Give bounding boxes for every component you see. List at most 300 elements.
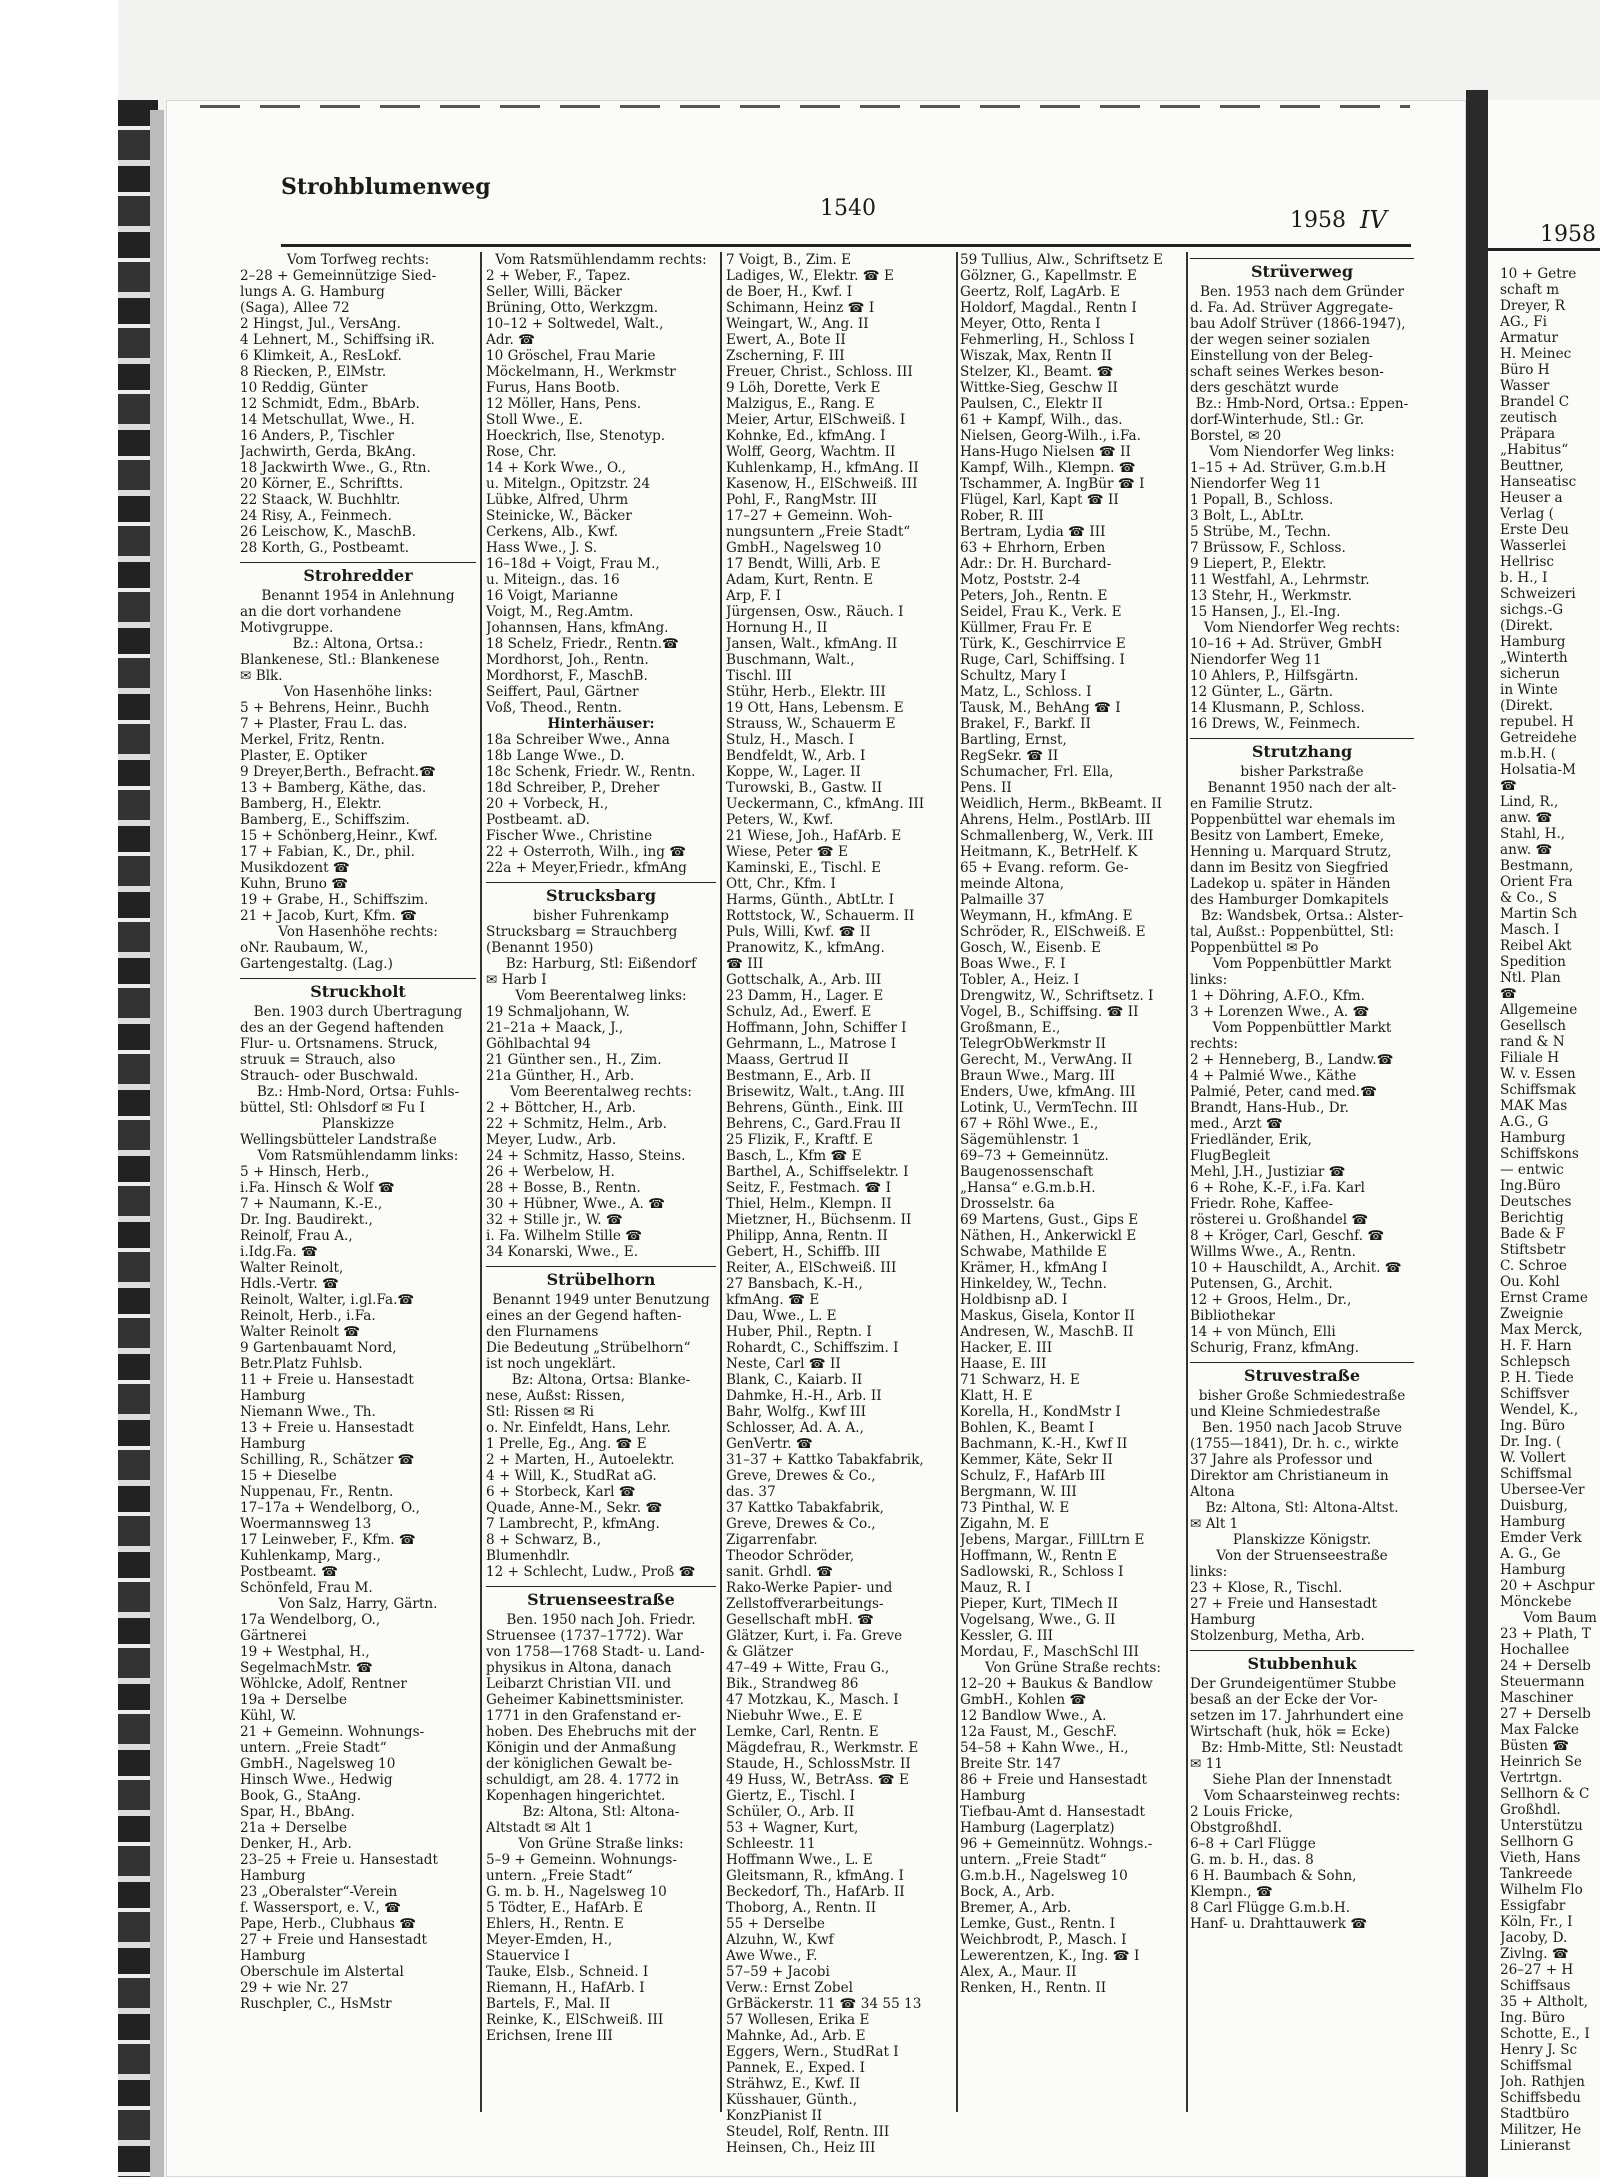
street-heading: Stubbenhuk <box>1190 1650 1414 1676</box>
directory-entry: tal, Außst.: Poppenbüttel, Stl: <box>1190 924 1394 940</box>
directory-entry: von 1758—1768 Stadt- u. Land- <box>486 1644 705 1660</box>
directory-entry: Mietzner, H., Büchsenm. II <box>726 1212 912 1228</box>
directory-entry: 10 Ahlers, P., Hilfsgärtn. <box>1190 668 1359 684</box>
directory-entry: Martin Sch <box>1500 906 1578 922</box>
directory-entry: Blank, C., Kaiarb. II <box>726 1372 863 1388</box>
directory-entry: Buschmann, Walt., <box>726 652 855 668</box>
directory-entry: Palmaille 37 <box>960 892 1045 908</box>
directory-entry: Schotte, E., I <box>1500 2026 1590 2042</box>
left-margin <box>0 0 118 2177</box>
directory-entry: Wiese, Peter ☎ E <box>726 844 848 860</box>
directory-entry: 17a Wendelborg, O., <box>240 1612 381 1628</box>
directory-entry: Steuermann <box>1500 1674 1585 1690</box>
directory-entry: 12 Bandlow Wwe., A. <box>960 1708 1107 1724</box>
directory-entry: Schiffsmal <box>1500 2058 1573 2074</box>
directory-entry: 22a + Meyer,Friedr., kfmAng <box>486 860 687 876</box>
directory-entry: Jachwirth, Gerda, BkAng. <box>240 444 416 460</box>
directory-entry: Drosselstr. 6a <box>960 1196 1055 1212</box>
directory-entry: anw. ☎ <box>1500 810 1553 826</box>
directory-entry: Kasenow, H., ElSchweiß. III <box>726 476 918 492</box>
directory-entry: Bremer, A., Arb. <box>960 1900 1072 1916</box>
directory-entry: 26–27 + H <box>1500 1962 1574 1978</box>
directory-entry: W. v. Essen <box>1500 1066 1576 1082</box>
directory-entry: untern. „Freie Stadt“ <box>240 1740 387 1756</box>
directory-entry: Greve, Drewes & Co., <box>726 1516 876 1532</box>
directory-entry: Präpara <box>1500 426 1556 442</box>
directory-entry: 73 Pinthal, W. E <box>960 1500 1070 1516</box>
directory-entry: Johannsen, Hans, kfmAng. <box>486 620 669 636</box>
directory-entry: Vom Poppenbüttler Markt <box>1212 956 1392 972</box>
directory-entry: Spar, H., BbAng. <box>240 1804 355 1820</box>
directory-entry: Wiszak, Max, Rentn II <box>960 348 1112 364</box>
directory-entry: rechts: <box>1190 1036 1238 1052</box>
directory-entry: GmbH., Nagelsweg 10 <box>240 1756 396 1772</box>
directory-entry: Gesellschaft mbH. ☎ <box>726 1612 874 1628</box>
subheading: Hinterhäuser: <box>547 716 655 732</box>
directory-entry: Denker, H., Arb. <box>240 1836 352 1852</box>
directory-entry: Bz: Hmb-Mitte, Stl: Neustadt <box>1201 1740 1403 1756</box>
directory-entry: Sägemühlenstr. 1 <box>960 1132 1081 1148</box>
directory-entry: Stoll Wwe., E. <box>486 412 583 428</box>
directory-entry: Lübke, Alfred, Uhrm <box>486 492 629 508</box>
directory-entry: Hamburg <box>240 1948 306 1964</box>
directory-entry: Hoffmann Wwe., L. E <box>726 1852 873 1868</box>
directory-entry: 13 + Bamberg, Käthe, das. <box>240 780 427 796</box>
directory-entry: u. Mitelgn., Opitzstr. 24 <box>486 476 651 492</box>
directory-entry: Poppenbüttel war ehemals im <box>1190 812 1396 828</box>
directory-entry: Weidlich, Herm., BkBeamt. II <box>960 796 1163 812</box>
directory-entry: Adr. ☎ <box>486 332 536 348</box>
directory-entry: Fehmerling, H., Schloss I <box>960 332 1135 348</box>
directory-entry: Einstellung von der Beleg- <box>1190 348 1373 364</box>
directory-entry: Pannek, E., Exped. I <box>726 2060 866 2076</box>
directory-entry: Köln, Fr., I <box>1500 1914 1573 1930</box>
directory-entry: Schumacher, Frl. Ella, <box>960 764 1114 780</box>
directory-entry: KonzPianist II <box>726 2108 823 2124</box>
directory-entry: Schiffsbedu <box>1500 2090 1581 2106</box>
directory-entry: Hans-Hugo Nielsen ☎ II <box>960 444 1131 460</box>
directory-entry: 1 + Döhring, A.F.O., Kfm. <box>1190 988 1365 1004</box>
directory-entry: Blumenhdlr. <box>486 1548 570 1564</box>
directory-entry: Vom Beerentalweg links: <box>515 988 687 1004</box>
directory-entry: 2 + Böttcher, H., Arb. <box>486 1100 636 1116</box>
directory-entry: Hoffmann, John, Schiffer I <box>726 1020 907 1036</box>
directory-entry: H. F. Harn <box>1500 1338 1572 1354</box>
street-heading: Strutzhang <box>1190 738 1414 764</box>
directory-entry: 47–49 + Witte, Frau G., <box>726 1660 890 1676</box>
directory-entry: Schmallenberg, W., Verk. III <box>960 828 1154 844</box>
directory-entry: sichgs.-G <box>1500 602 1564 618</box>
directory-entry: 37 Kattko Tabakfabrik, <box>726 1500 884 1516</box>
directory-entry: lungs A. G. Hamburg <box>240 284 385 300</box>
directory-entry: schuldigt, am 28. 4. 1772 in <box>486 1772 679 1788</box>
street-heading: Strohredder <box>240 562 476 588</box>
directory-entry: GmbH., Nagelsweg 10 <box>726 540 882 556</box>
directory-entry: Bestmann, <box>1500 858 1574 874</box>
directory-entry: Masch. I <box>1500 922 1560 938</box>
directory-entry: Kessler, G. III <box>960 1628 1053 1644</box>
directory-entry: Planskizze Königstr. <box>1232 1532 1372 1548</box>
directory-column-5 <box>1190 252 1414 1932</box>
directory-entry: Bestmann, E., Arb. II <box>726 1068 871 1084</box>
directory-entry: Jansen, Walt., kfmAng. II <box>726 636 898 652</box>
directory-entry: 7 + Plaster, Frau L. das. <box>240 716 408 732</box>
directory-entry: Ruge, Carl, Schiffsing. I <box>960 652 1125 668</box>
directory-entry: ✉ Alt 1 <box>1190 1516 1239 1532</box>
directory-entry: Cerkens, Alb., Kwf. <box>486 524 619 540</box>
directory-entry: 1–15 + Ad. Strüver, G.m.b.H <box>1190 460 1387 476</box>
directory-entry: Tankreede <box>1500 1866 1573 1882</box>
directory-entry: Henry J. Sc <box>1500 2042 1578 2058</box>
directory-entry: Ernst Crame <box>1500 1290 1588 1306</box>
directory-entry: 6–8 + Carl Flügge <box>1190 1836 1316 1852</box>
directory-entry: Reinolf, Frau A., <box>240 1228 353 1244</box>
directory-entry: 24 + Derselb <box>1500 1658 1591 1674</box>
directory-entry: 24 Risy, A., Feinmech. <box>240 508 392 524</box>
directory-entry: ☎ <box>1500 986 1517 1002</box>
directory-entry: 23 „Oberalster“-Verein <box>240 1884 398 1900</box>
directory-entry: Musikdozent ☎ <box>240 860 350 876</box>
directory-entry: Nielsen, Georg-Wilh., i.Fa. <box>960 428 1141 444</box>
directory-entry: Altona <box>1190 1484 1235 1500</box>
directory-entry: 23 + Plath, T <box>1500 1626 1591 1642</box>
directory-entry: Emder Verk <box>1500 1530 1582 1546</box>
directory-entry: Vogel, B., Schiffsing. ☎ II <box>960 1004 1139 1020</box>
directory-entry: Joh. Rathjen <box>1500 2074 1585 2090</box>
directory-entry: 8 + Kröger, Carl, Geschf. ☎ <box>1190 1228 1385 1244</box>
directory-entry: Hellrisc <box>1500 554 1555 570</box>
directory-entry: Tobler, A., Heiz. I <box>960 972 1080 988</box>
directory-entry: Poppenbüttel ✉ Po <box>1190 940 1319 956</box>
directory-entry: Philipp, Anna, Rentn. II <box>726 1228 888 1244</box>
directory-entry: Lemke, Carl, Rentn. E <box>726 1724 879 1740</box>
directory-entry: 47 Motzkau, K., Masch. I <box>726 1692 899 1708</box>
directory-entry: Nuppenau, Fr., Rentn. <box>240 1484 394 1500</box>
directory-entry: Wirtschaft (huk, hök = Ecke) <box>1190 1724 1391 1740</box>
directory-entry: Bz.: Hmb-Nord, Ortsa: Fuhls- <box>256 1084 460 1100</box>
directory-entry: Von Salz, Harry, Gärtn. <box>278 1596 438 1612</box>
directory-entry: Gosch, W., Eisenb. E <box>960 940 1101 956</box>
directory-entry: 19 + Westphal, H., <box>240 1644 370 1660</box>
directory-entry: Vom Niendorfer Weg rechts: <box>1203 620 1401 636</box>
directory-entry: 19 + Grabe, H., Schiffszim. <box>240 892 429 908</box>
directory-entry: 6 + Storbeck, Karl ☎ <box>486 1484 636 1500</box>
directory-entry: Struensee (1737–1772). War <box>486 1628 683 1644</box>
directory-entry: Bade & F <box>1500 1226 1566 1242</box>
column-divider <box>720 252 722 2112</box>
directory-entry: b. H., I <box>1500 570 1548 586</box>
directory-entry: 12 + Schlecht, Ludw., Proß ☎ <box>486 1564 696 1580</box>
directory-entry: Allgemeine <box>1500 1002 1578 1018</box>
directory-entry: Giertz, E., Tischl. I <box>726 1788 856 1804</box>
directory-entry: ✉ Harb I <box>486 972 547 988</box>
directory-entry: Flur- u. Ortsnamens. Struck, <box>240 1036 438 1052</box>
directory-entry: 6 H. Baumbach & Sohn, <box>1190 1868 1357 1884</box>
directory-entry: 30 + Hübner, Wwe., A. ☎ <box>486 1196 666 1212</box>
directory-entry: Ing.Büro <box>1500 1178 1561 1194</box>
directory-entry: 23 Damm, H., Lager. E <box>726 988 884 1004</box>
directory-entry: zeutisch <box>1500 410 1558 426</box>
directory-entry: Vom Poppenbüttler Markt <box>1212 1020 1392 1036</box>
directory-entry: Putensen, G., Archit. <box>1190 1276 1333 1292</box>
directory-entry: Kemmer, Käte, Sekr II <box>960 1452 1113 1468</box>
directory-entry: rand & N <box>1500 1034 1565 1050</box>
directory-entry: Rako-Werke Papier- und <box>726 1580 893 1596</box>
directory-entry: ✉ 11 <box>1190 1756 1224 1772</box>
directory-entry: 21 + Gemeinn. Wohnungs- <box>240 1724 425 1740</box>
directory-entry: Ben. 1950 nach Joh. Friedr. <box>506 1612 696 1628</box>
directory-entry: Spedition <box>1500 954 1566 970</box>
directory-entry: Ou. Kohl <box>1500 1274 1560 1290</box>
directory-entry: Merkel, Fritz, Rentn. <box>240 732 385 748</box>
directory-entry: Göhlbachtal 94 <box>486 1036 591 1052</box>
directory-entry: Tauke, Elsb., Schneid. I <box>486 1964 649 1980</box>
directory-entry: Klatt, H. E <box>960 1388 1033 1404</box>
directory-entry: Tschammer, A. IngBür ☎ I <box>960 476 1145 492</box>
directory-entry: Pohl, F., RangMstr. III <box>726 492 878 508</box>
directory-entry: Hass Wwe., J. S. <box>486 540 598 556</box>
directory-entry: 1 Popall, B., Schloss. <box>1190 492 1334 508</box>
directory-entry: Fischer Wwe., Christine <box>486 828 653 844</box>
directory-entry: Schiffsmak <box>1500 1082 1576 1098</box>
directory-entry: Vom Niendorfer Weg links: <box>1209 444 1395 460</box>
directory-entry: 8 Carl Flügge G.m.b.H. <box>1190 1900 1351 1916</box>
directory-entry: Walter Reinolt, <box>240 1260 344 1276</box>
directory-entry: Heitmann, K., BetrHelf. K <box>960 844 1138 860</box>
directory-entry: Turowski, B., Gastw. II <box>726 780 883 796</box>
directory-entry: Book, G., StaAng. <box>240 1788 362 1804</box>
directory-entry: Bz: Altona, Ortsa: Blanke- <box>511 1372 691 1388</box>
directory-entry: 27 + Freie und Hansestadt <box>1190 1596 1377 1612</box>
directory-entry: Erste Deu <box>1500 522 1569 538</box>
directory-entry: schaft seines Werkes beson- <box>1190 364 1384 380</box>
directory-entry: Hamburg <box>240 1868 306 1884</box>
directory-entry: Wellingsbütteler Landstraße <box>240 1132 437 1148</box>
directory-entry: Erichsen, Irene III <box>486 2028 613 2044</box>
directory-entry: des Hamburger Domkapitels <box>1190 892 1389 908</box>
directory-entry: Blankenese, Stl.: Blankenese <box>240 652 440 668</box>
directory-entry: Ing. Büro <box>1500 1418 1565 1434</box>
directory-entry: Filiale H <box>1500 1050 1560 1066</box>
directory-entry: Wasserlei <box>1500 538 1567 554</box>
directory-entry: 12 Günter, L., Gärtn. <box>1190 684 1334 700</box>
directory-entry: Wolff, Georg, Wachtm. II <box>726 444 896 460</box>
directory-entry: Peters, Joh., Rentn. E <box>960 588 1108 604</box>
directory-entry: 55 + Derselbe <box>726 1916 825 1932</box>
directory-entry: 21a Günther, H., Arb. <box>486 1068 635 1084</box>
directory-entry: 13 + Freie u. Hansestadt <box>240 1420 414 1436</box>
directory-entry: Ladiges, W., Elektr. ☎ E <box>726 268 894 284</box>
directory-entry: Brandel C <box>1500 394 1570 410</box>
directory-entry: Breite Str. 147 <box>960 1756 1062 1772</box>
directory-column-1 <box>240 252 476 2012</box>
directory-entry: Vieth, Hans <box>1500 1850 1581 1866</box>
directory-entry: RegSekr. ☎ II <box>960 748 1059 764</box>
directory-entry: Direktor am Christianeum in <box>1190 1468 1389 1484</box>
directory-entry: 18d Schreiber, P., Dreher <box>486 780 660 796</box>
header-year: 1958 <box>1290 208 1346 233</box>
directory-entry: Weymann, H., kfmAng. E <box>960 908 1133 924</box>
directory-entry: Gehrmann, L., Matrose I <box>726 1036 897 1052</box>
directory-entry: 7 Lambrecht, P., kfmAng. <box>486 1516 660 1532</box>
directory-entry: 22 + Schmitz, Helm., Arb. <box>486 1116 667 1132</box>
directory-entry: Oberschule im Alstertal <box>240 1964 404 1980</box>
directory-entry: Weichbrodt, P., Masch. I <box>960 1932 1127 1948</box>
directory-entry: Ahrens, Helm., PostlArb. III <box>960 812 1151 828</box>
directory-entry: 3 Bolt, L., AbLtr. <box>1190 508 1304 524</box>
directory-entry: Holsatia-M <box>1500 762 1576 778</box>
directory-entry: Schiffskons <box>1500 1146 1579 1162</box>
directory-entry: „Habitus“ <box>1500 442 1569 458</box>
directory-entry: o. Nr. Einfeldt, Hans, Lehr. <box>486 1420 671 1436</box>
directory-entry: Maass, Gertrud II <box>726 1052 849 1068</box>
directory-entry: Heinrich Se <box>1500 1754 1582 1770</box>
directory-entry: Bibliothekar <box>1190 1308 1276 1324</box>
directory-entry: Gärtnerei <box>240 1628 307 1644</box>
directory-entry: 5 + Behrens, Heinr., Buchh <box>240 700 430 716</box>
directory-entry: 7 Brüssow, F., Schloss. <box>1190 540 1346 556</box>
directory-entry: Hanseatisc <box>1500 474 1577 490</box>
directory-entry: Strähwz, E., Kwf. II <box>726 2076 861 2092</box>
directory-entry: Ben. 1950 nach Jacob Struve <box>1201 1420 1403 1436</box>
directory-entry: Schröder, R., ElSchweiß. E <box>960 924 1146 940</box>
directory-entry: Linieranst <box>1500 2138 1571 2154</box>
directory-entry: Gerecht, M., VerwAng. II <box>960 1052 1133 1068</box>
directory-entry: bisher Große Schmiedestraße <box>1198 1388 1406 1404</box>
directory-entry: meinde Altona, <box>960 876 1065 892</box>
directory-entry: 22 Staack, W. Buchhltr. <box>240 492 401 508</box>
directory-entry: sicherun <box>1500 666 1560 682</box>
directory-entry: 5–9 + Gemeinn. Wohnungs- <box>486 1852 677 1868</box>
directory-entry: Kaminski, E., Tischl. E <box>726 860 882 876</box>
directory-entry: Benannt 1949 unter Benutzung <box>492 1292 710 1308</box>
directory-entry: Sellhorn & C <box>1500 1786 1590 1802</box>
directory-entry: Schiffsmal <box>1500 1466 1573 1482</box>
directory-entry: schaft m <box>1500 282 1560 298</box>
directory-entry: Braun Wwe., Marg. III <box>960 1068 1116 1084</box>
directory-entry: f. Wassersport, e. V., ☎ <box>240 1900 402 1916</box>
directory-entry: 63 + Ehrhorn, Erben <box>960 540 1106 556</box>
directory-entry: Niemann Wwe., Th. <box>240 1404 376 1420</box>
directory-entry: setzen im 17. Jahrhundert eine <box>1190 1708 1404 1724</box>
directory-entry: Stl: Rissen ✉ Ri <box>486 1404 594 1420</box>
directory-entry: Vom Schaarsteinweg rechts: <box>1203 1788 1401 1804</box>
directory-entry: Ladekop u. später in Händen <box>1190 876 1391 892</box>
directory-entry: 14 Klusmann, P., Schloss. <box>1190 700 1365 716</box>
directory-entry: Lind, R., <box>1500 794 1559 810</box>
directory-entry: 12 Schmidt, Edm., BbArb. <box>240 396 420 412</box>
directory-entry: Meier, Artur, ElSchweiß. I <box>726 412 906 428</box>
directory-entry: 17 Leinweber, F., Kfm. ☎ <box>240 1532 416 1548</box>
directory-entry: Paulsen, C., Elektr II <box>960 396 1103 412</box>
directory-entry: 21 + Jacob, Kurt, Kfm. ☎ <box>240 908 417 924</box>
directory-entry: eines an der Gegend haften- <box>486 1308 682 1324</box>
directory-entry: 12–20 + Baukus & Bandlow <box>960 1676 1153 1692</box>
directory-entry: Schimann, Heinz ☎ I <box>726 300 875 316</box>
directory-entry: 27 + Derselb <box>1500 1706 1591 1722</box>
directory-entry: Großmann, E., <box>960 1020 1061 1036</box>
directory-entry: Baugenossenschaft <box>960 1164 1094 1180</box>
directory-entry: 10–12 + Soltwedel, Walt., <box>486 316 664 332</box>
directory-entry: Ben. 1953 nach dem Gründer <box>1200 284 1404 300</box>
directory-entry: 21a + Derselbe <box>240 1820 347 1836</box>
directory-entry: Büro H <box>1500 362 1550 378</box>
directory-entry: (Direkt. <box>1500 698 1554 714</box>
directory-entry: Weingart, W., Ang. II <box>726 316 869 332</box>
directory-entry: Hamburg (Lagerplatz) <box>960 1820 1115 1836</box>
directory-entry: Benannt 1954 in Anlehnung <box>261 588 455 604</box>
directory-entry: Heuser a <box>1500 490 1563 506</box>
directory-entry: Niebuhr Wwe., E. E <box>726 1708 863 1724</box>
directory-entry: Max Falcke <box>1500 1722 1579 1738</box>
directory-entry: 28 + Bosse, B., Rentn. <box>486 1180 641 1196</box>
directory-entry: Wasser <box>1500 378 1550 394</box>
directory-entry: Heinsen, Ch., Heiz III <box>726 2140 876 2156</box>
street-heading: Struvestraße <box>1190 1362 1414 1388</box>
directory-entry: AG., Fi <box>1500 314 1547 330</box>
directory-entry: Gleitsmann, R., kfmAng. I <box>726 1868 904 1884</box>
street-heading: Struckholt <box>240 978 476 1004</box>
directory-entry: Eggers, Wern., StudRat I <box>726 2044 899 2060</box>
running-header-street: Strohblumenweg <box>281 174 491 200</box>
directory-entry: 34 Konarski, Wwe., E. <box>486 1244 639 1260</box>
directory-entry: Bartling, Ernst, <box>960 732 1067 748</box>
directory-entry: Ewert, A., Bote II <box>726 332 846 348</box>
directory-entry: Palmié, Peter, cand med.☎ <box>1190 1084 1378 1100</box>
directory-entry: FlugBegleit <box>1190 1148 1271 1164</box>
directory-entry: Kühl, W. <box>240 1708 297 1724</box>
directory-entry: sanit. Grhdl. ☎ <box>726 1564 834 1580</box>
directory-entry: Strucksbarg = Strauchberg <box>486 924 678 940</box>
directory-entry: Furus, Hans Bootb. <box>486 380 620 396</box>
directory-entry: Kampf, Wilh., Klempn. ☎ <box>960 460 1136 476</box>
directory-entry: Von Hasenhöhe rechts: <box>278 924 438 940</box>
directory-entry: 53 + Wagner, Kurt, <box>726 1820 859 1836</box>
directory-entry: Schulz, F., HafArb III <box>960 1468 1106 1484</box>
directory-entry: Boas Wwe., F. I <box>960 956 1066 972</box>
directory-entry: Benannt 1950 nach der alt- <box>1207 780 1397 796</box>
directory-entry: H. Meinec <box>1500 346 1572 362</box>
directory-entry: „Hansa“ e.G.m.b.H. <box>960 1180 1096 1196</box>
directory-entry: 10 + Hauschildt, A., Archit. ☎ <box>1190 1260 1402 1276</box>
directory-entry: Schurig, Franz, kfmAng. <box>1190 1340 1359 1356</box>
directory-entry: Alex, A., Maur. II <box>960 1964 1077 1980</box>
directory-entry: G. m. b. H., das. 8 <box>1190 1852 1314 1868</box>
directory-entry: SegelmachMstr. ☎ <box>240 1660 373 1676</box>
directory-entry: Korella, H., KondMstr I <box>960 1404 1121 1420</box>
directory-entry: Awe Wwe., F. <box>726 1948 818 1964</box>
directory-entry: Voß, Theod., Rentn. <box>486 700 622 716</box>
directory-entry: Dahmke, H.-H., Arb. II <box>726 1388 882 1404</box>
directory-entry: 7 Voigt, B., Zim. E <box>726 252 852 268</box>
directory-entry: Krämer, H., kfmAng I <box>960 1260 1108 1276</box>
directory-entry: 10–16 + Ad. Strüver, GmbH <box>1190 636 1383 652</box>
directory-entry: 57–59 + Jacobi <box>726 1964 830 1980</box>
directory-entry: Leibarzt Christian VII. und <box>486 1676 672 1692</box>
directory-entry: Brüning, Otto, Werkzgm. <box>486 300 659 316</box>
directory-entry: 9 Dreyer,Berth., Befracht.☎ <box>240 764 436 780</box>
directory-entry: 19 Schmaljohann, W. <box>486 1004 630 1020</box>
directory-entry: 18c Schenk, Friedr. W., Rentn. <box>486 764 696 780</box>
directory-entry: Postbeamt. ☎ <box>240 1564 338 1580</box>
directory-entry: Militzer, He <box>1500 2122 1582 2138</box>
directory-entry: Bock, A., Arb. <box>960 1884 1055 1900</box>
directory-entry: 69–73 + Gemeinnütz. <box>960 1148 1109 1164</box>
directory-entry: Die Bedeutung „Strübelhorn“ <box>486 1340 691 1356</box>
column-divider <box>1186 252 1188 2112</box>
directory-entry: Rohardt, C., Schiffszim. I <box>726 1340 899 1356</box>
directory-entry: Gölzner, G., Kapellmstr. E <box>960 268 1137 284</box>
